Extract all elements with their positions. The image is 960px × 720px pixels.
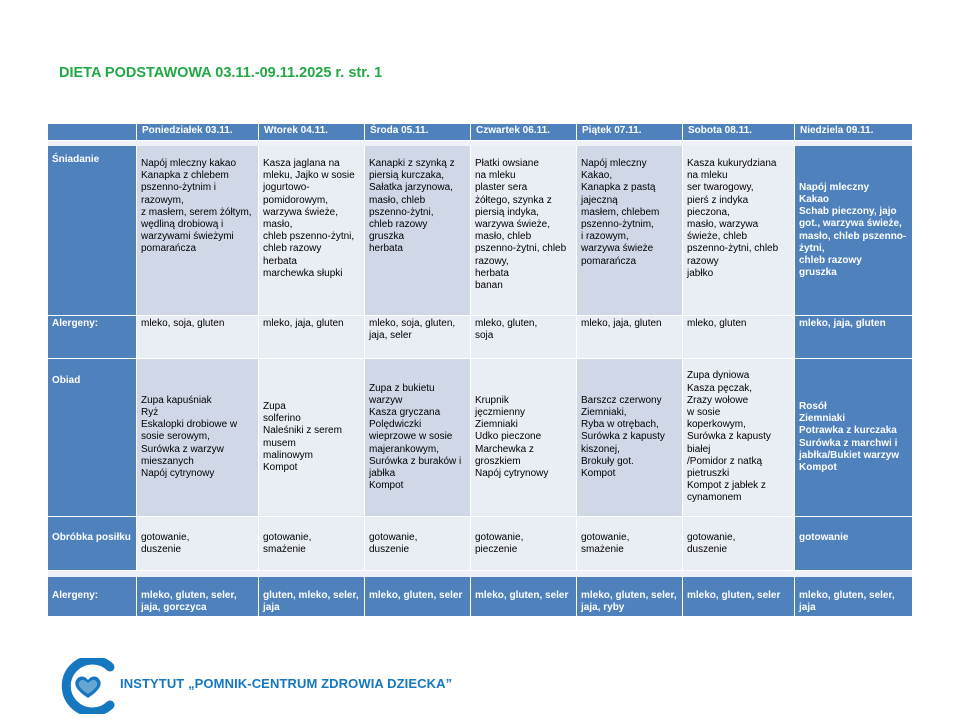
cell-sniadanie-friday: Napój mleczny Kakao, Kanapka z pastą jajeczną masłem, chlebem pszenno-żytnim, i razowym, warzywa świeże pomarańcza — [577, 146, 683, 316]
cell-obiad-wednesday — [365, 359, 471, 517]
header-day-tuesday: Wtorek 04.11. — [259, 124, 365, 141]
cell-obiad-thursday-text: Krupnik jęczmienny Ziemniaki Udko pieczone Marchewka z groszkiem Napój cytrynowy — [475, 394, 549, 479]
header-day-monday: Poniedziałek 03.11. — [137, 124, 259, 141]
header-day-thursday: Czwartek 06.11. — [471, 124, 577, 141]
institute-logo-text: INSTYTUT „POMNIK-CENTRUM ZDROWIA DZIECKA” — [120, 676, 453, 691]
table-row-obrobka — [48, 517, 912, 571]
institute-logo-icon — [58, 658, 118, 714]
header-corner — [48, 124, 137, 141]
header-day-sunday: Niedziela 09.11. — [795, 124, 912, 141]
header-day-wednesday: Środa 05.11. — [365, 124, 471, 141]
cell-alergeny1-wednesday: mleko, soja, gluten, jaja, seler — [365, 316, 471, 359]
cell-alergeny1-thursday: mleko, gluten, soja — [471, 316, 577, 359]
cell-obiad-saturday — [683, 359, 795, 517]
cell-alergeny1-monday: mleko, soja, gluten — [137, 316, 259, 359]
cell-alergeny2-sunday: mleko, gluten, seler, jaja — [795, 577, 912, 617]
cell-obiad-wednesday-text: Zupa z bukietu warzyw Kasza gryczana Polędwiczki wieprzowe w sosie majerankowym, Surówka z buraków i jabłka Kompot — [369, 382, 462, 492]
cell-obiad-monday — [137, 359, 259, 517]
cell-obiad-sunday — [795, 359, 912, 517]
cell-obiad-tuesday — [259, 359, 365, 517]
row-label-obrobka: Obróbka posiłku — [48, 517, 137, 571]
table-header-row — [48, 124, 912, 141]
cell-sniadanie-thursday: Płatki owsiane na mleku plaster sera żółtego, szynka z piersią indyka, warzywa świeże, masło, chleb pszenno-żytni, chleb razowy, herbata banan — [471, 146, 577, 316]
row-label-obiad: Obiad — [48, 359, 137, 517]
cell-obiad-sunday-text: Rosół Ziemniaki Potrawka z kurczaka Surówka z marchwi i jabłka/Bukiet warzyw Kompot — [799, 400, 900, 473]
page-title: DIETA PODSTAWOWA 03.11.-09.11.2025 r. str. 1 — [59, 65, 383, 81]
cell-obiad-saturday-text: Zupa dyniowa Kasza pęczak, Zrazy wołowe w sosie koperkowym, Surówka z kapusty białej /Pomidor z natką pietruszki Kompot z jabłek z cynamonem — [687, 370, 771, 504]
cell-sniadanie-monday: Napój mleczny kakao Kanapka z chlebem pszenno-żytnim i razowym, z masłem, serem żółtym, wędliną drobiową i warzywami świeżymi pomarańcza — [137, 146, 259, 316]
cell-obrobka-saturday: gotowanie, duszenie — [683, 517, 795, 571]
cell-alergeny2-friday: mleko, gluten, seler, jaja, ryby — [577, 577, 683, 617]
cell-alergeny2-saturday: mleko, gluten, seler — [683, 577, 795, 617]
cell-obiad-friday-text: Barszcz czerwony Ziemniaki, Ryba w otrębach, Surówka z kapusty kiszonej, Brokuły got. Kompot — [581, 394, 665, 479]
cell-obrobka-thursday: gotowanie, pieczenie — [471, 517, 577, 571]
cell-alergeny1-friday: mleko, jaja, gluten — [577, 316, 683, 359]
cell-alergeny1-sunday: mleko, jaja, gluten — [795, 316, 912, 359]
row-label-alergeny-1: Alergeny: — [48, 316, 137, 359]
table-row-obiad — [48, 359, 912, 517]
cell-obiad-friday — [577, 359, 683, 517]
cell-alergeny2-thursday: mleko, gluten, seler — [471, 577, 577, 617]
cell-sniadanie-wednesday: Kanapki z szynką z piersią kurczaka, Sałatka jarzynowa, masło, chleb pszenno-żytni, chleb razowy gruszka herbata — [365, 146, 471, 316]
cell-alergeny1-saturday: mleko, gluten — [683, 316, 795, 359]
cell-obiad-monday-text: Zupa kapuśniak Ryż Eskalopki drobiowe w sosie serowym, Surówka z warzyw mieszanych Napój cytrynowy — [141, 394, 238, 479]
cell-obiad-thursday — [471, 359, 577, 517]
cell-obrobka-monday: gotowanie, duszenie — [137, 517, 259, 571]
row-label-alergeny-2: Alergeny: — [48, 577, 137, 617]
cell-alergeny2-monday: mleko, gluten, seler, jaja, gorczyca — [137, 577, 259, 617]
cell-sniadanie-sunday-text: Napój mleczny Kakao Schab pieczony, jajo got., warzywa świeże, masło, chleb pszenno-żytni, chleb razowy gruszka — [799, 181, 907, 279]
header-day-friday: Piątek 07.11. — [577, 124, 683, 141]
cell-sniadanie-tuesday: Kasza jaglana na mleku, Jajko w sosie jogurtowo-pomidorowym, warzywa świeże, masło, chleb pszenno-żytni, chleb razowy herbata marchewka słupki — [259, 146, 365, 316]
table-row-alergeny-2 — [48, 577, 912, 617]
cell-obrobka-sunday: gotowanie — [795, 517, 912, 571]
header-day-saturday: Sobota 08.11. — [683, 124, 795, 141]
row-label-sniadanie: Śniadanie — [48, 146, 137, 316]
cell-obrobka-tuesday: gotowanie, smażenie — [259, 517, 365, 571]
cell-sniadanie-saturday: Kasza kukurydziana na mleku ser twarogowy, pierś z indyka pieczona, masło, warzywa świeże, chleb pszenno-żytni, chleb razowy jabłko — [683, 146, 795, 316]
cell-obrobka-wednesday: gotowanie, duszenie — [365, 517, 471, 571]
cell-alergeny2-wednesday: mleko, gluten, seler — [365, 577, 471, 617]
cell-obrobka-friday: gotowanie, smażenie — [577, 517, 683, 571]
table-row-alergeny-1 — [48, 316, 912, 359]
cell-sniadanie-sunday — [795, 146, 912, 316]
cell-alergeny1-tuesday: mleko, jaja, gluten — [259, 316, 365, 359]
cell-obiad-tuesday-text: Zupa solferino Naleśniki z serem musem malinowym Kompot — [263, 400, 342, 473]
table-row-sniadanie — [48, 146, 912, 316]
cell-alergeny2-tuesday: gluten, mleko, seler, jaja — [259, 577, 365, 617]
